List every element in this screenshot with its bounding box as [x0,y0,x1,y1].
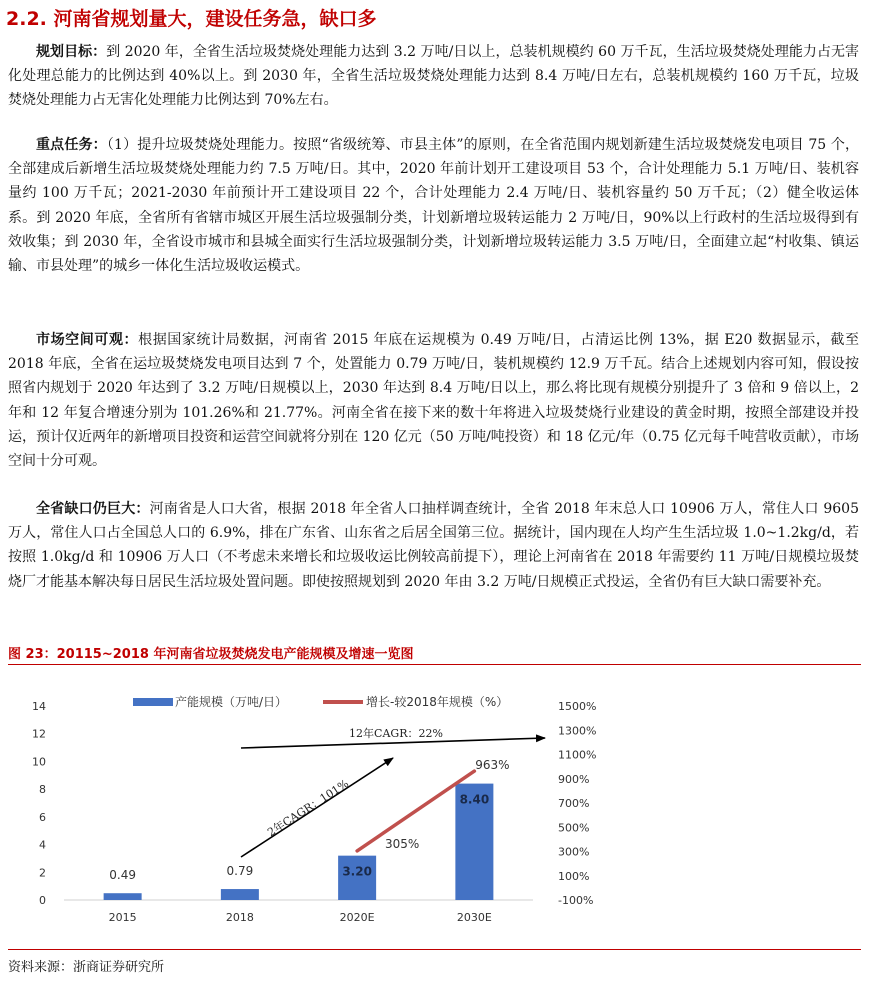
y-left-tick-label: 2 [39,866,46,880]
y-right-tick-label: 1300% [558,724,597,738]
cagr-12yr-label: 12年CAGR：22% [349,727,443,740]
source-note: 资料来源：浙商证券研究所 [8,960,165,975]
x-tick-label: 2015 [108,911,137,924]
capacity-chart [8,671,861,949]
y-left-tick-label: 4 [39,838,46,852]
y-right-tick-label: 700% [558,797,590,810]
x-tick-label: 2020E [339,911,375,924]
y-right-tick-label: -100% [558,894,594,907]
paragraph-label: 全省缺口仍巨大： [36,501,150,517]
bar-value-label: 0.49 [109,868,136,883]
bar-2018 [221,889,259,900]
legend-swatch-bar [133,698,173,706]
paragraph-province-gap [8,497,859,594]
bar-value-label: 8.40 [459,792,490,807]
y-left-tick-label: 6 [39,810,46,824]
paragraph-text: （1）提升垃圾焚烧处理能力。按照“省级统筹、市县主体”的原则，在全省范围内规划新建生活垃圾焚烧发电项目 75 个，全部建成后新增生活垃圾焚烧处理能力约 7.5 万吨/日。其中，2020 年前计划开工建设项目 53 个，合计处理能力 5.1 万吨/日、装机容量约 100 万千瓦；2021-2030 年前预计开工建设项目 22 个，合计处理能力 2.4 万吨/日、装机容量约 50 万千瓦；（2）健全收运体系。到 2020 年底，全省所有省辖市城区开展生活垃圾强制分类，计划新增垃圾转运能力 2 万吨/日，90%以上行政村的生活垃圾得到有效收集；到 2030 年，全省设市城市和县城全面实行生活垃圾强制分类，计划新增垃圾转运能力 3.5 万吨/日，全面建立起“村收集、镇运输、市县处理”的城乡一体化生活垃圾收运模式。 [8,137,860,275]
x-tick-label: 2018 [225,911,254,924]
paragraph-text: 根据国家统计局数据，河南省 2015 年底在运规模为 0.49 万吨/日，占清运比例 13%，据 E20 数据显示，截至 2018 年底，全省在运垃圾焚烧发电项目达到 7 个，处置能力 0.79 万吨/日，装机规模约 12.9 万千瓦。结合上述规划内容可知，假设按照省内规划于 2020 年达到了 3.2 万吨/日规模以上，2030 年达到 8.4 万吨/日以上，那么将比现有规模分别提升了 3 倍和 9 倍以上，2 年和 12 年复合增速分别为 101.26%和 21.77%。河南全省在接下来的数十年将进入垃圾焚烧行业建设的黄金时期，按照全部建设并投运，预计仅近两年的新增项目投资和运营空间就将分别在 120 亿元（50 万吨/吨投资）和 18 亿元/年（0.75 亿元每千吨营收贡献），市场空间十分可观。 [8,332,859,470]
y-right-tick-label: 500% [558,821,590,835]
y-right-tick-label: 1100% [558,748,597,762]
paragraph-text: 河南省是人口大省，根据 2018 年全省人口抽样调查统计，全省 2018 年末总人口 10906 万人，常住人口 9605 万人，常住人口占全国总人口的 6.9%，排在广东省、山东省之后居全国第三位。据统计，国内现在人均产生生活垃圾 1.0~1.2kg/d，若按照 1.0kg/d 和 10906 万人口（不考虑未来增长和垃圾收运比例较高前提下），理论上河南省在 2018 年需要约 11 万吨/日规模垃圾焚烧厂才能基本解决每日居民生活垃圾处置问题。即使按照规划到 2020 年由 3.2 万吨/日规模正式投运，全省仍有巨大缺口需要补充。 [8,501,859,590]
y-left-tick-label: 0 [39,894,46,907]
y-right-tick-label: 1500% [558,700,597,713]
y-left-tick-label: 14 [32,700,46,713]
section-title: 2.2. 河南省规划量大，建设任务急，缺口多 [6,8,377,30]
bars-layer [32,700,596,924]
y-right-tick-label: 900% [558,772,590,786]
paragraph-market-space [8,328,859,473]
y-right-tick-label: 100% [558,869,590,883]
growth-value-label: 963% [475,758,510,773]
cagr-2yr-label: 2年CAGR：101% [265,777,352,840]
legend-label-bar: 产能规模（万吨/日） [175,695,288,709]
y-left-tick-label: 8 [39,783,46,797]
paragraph-planning-goals [8,40,859,113]
paragraph-label: 市场空间可观： [36,332,139,348]
paragraph-label: 重点任务： [36,137,107,153]
growth-value-label: 305% [384,836,420,851]
caption-rule [8,664,861,665]
source-rule [8,949,861,950]
bar-value-label: 3.20 [342,864,372,879]
paragraph-text: 到 2020 年，全省生活垃圾焚烧处理能力达到 3.2 万吨/日以上，总装机规模约 60 万千瓦，生活垃圾焚烧处理能力占无害化处理总能力的比例达到 40%以上。到 2030 年，全省生活垃圾焚烧处理能力达到 8.4 万吨/日左右，总装机规模约 160 万千瓦，垃圾焚烧处理能力占无害化处理能力比例达到 70%左右。 [8,44,860,109]
legend-label-line: 增长-较2018年规模（%） [366,695,509,709]
y-left-tick-label: 10 [32,755,46,769]
bar-value-label: 0.79 [226,864,254,879]
y-left-tick-label: 12 [32,727,46,741]
bar-2015 [104,893,142,900]
figure-caption: 图 23：20115~2018 年河南省垃圾焚烧发电产能规模及增速一览图 [8,647,414,662]
paragraph-key-tasks [8,133,859,278]
y-right-tick-label: 300% [558,845,590,859]
paragraph-label: 规划目标： [36,44,107,60]
chart-legend [133,694,508,709]
x-tick-label: 2030E [456,911,492,924]
